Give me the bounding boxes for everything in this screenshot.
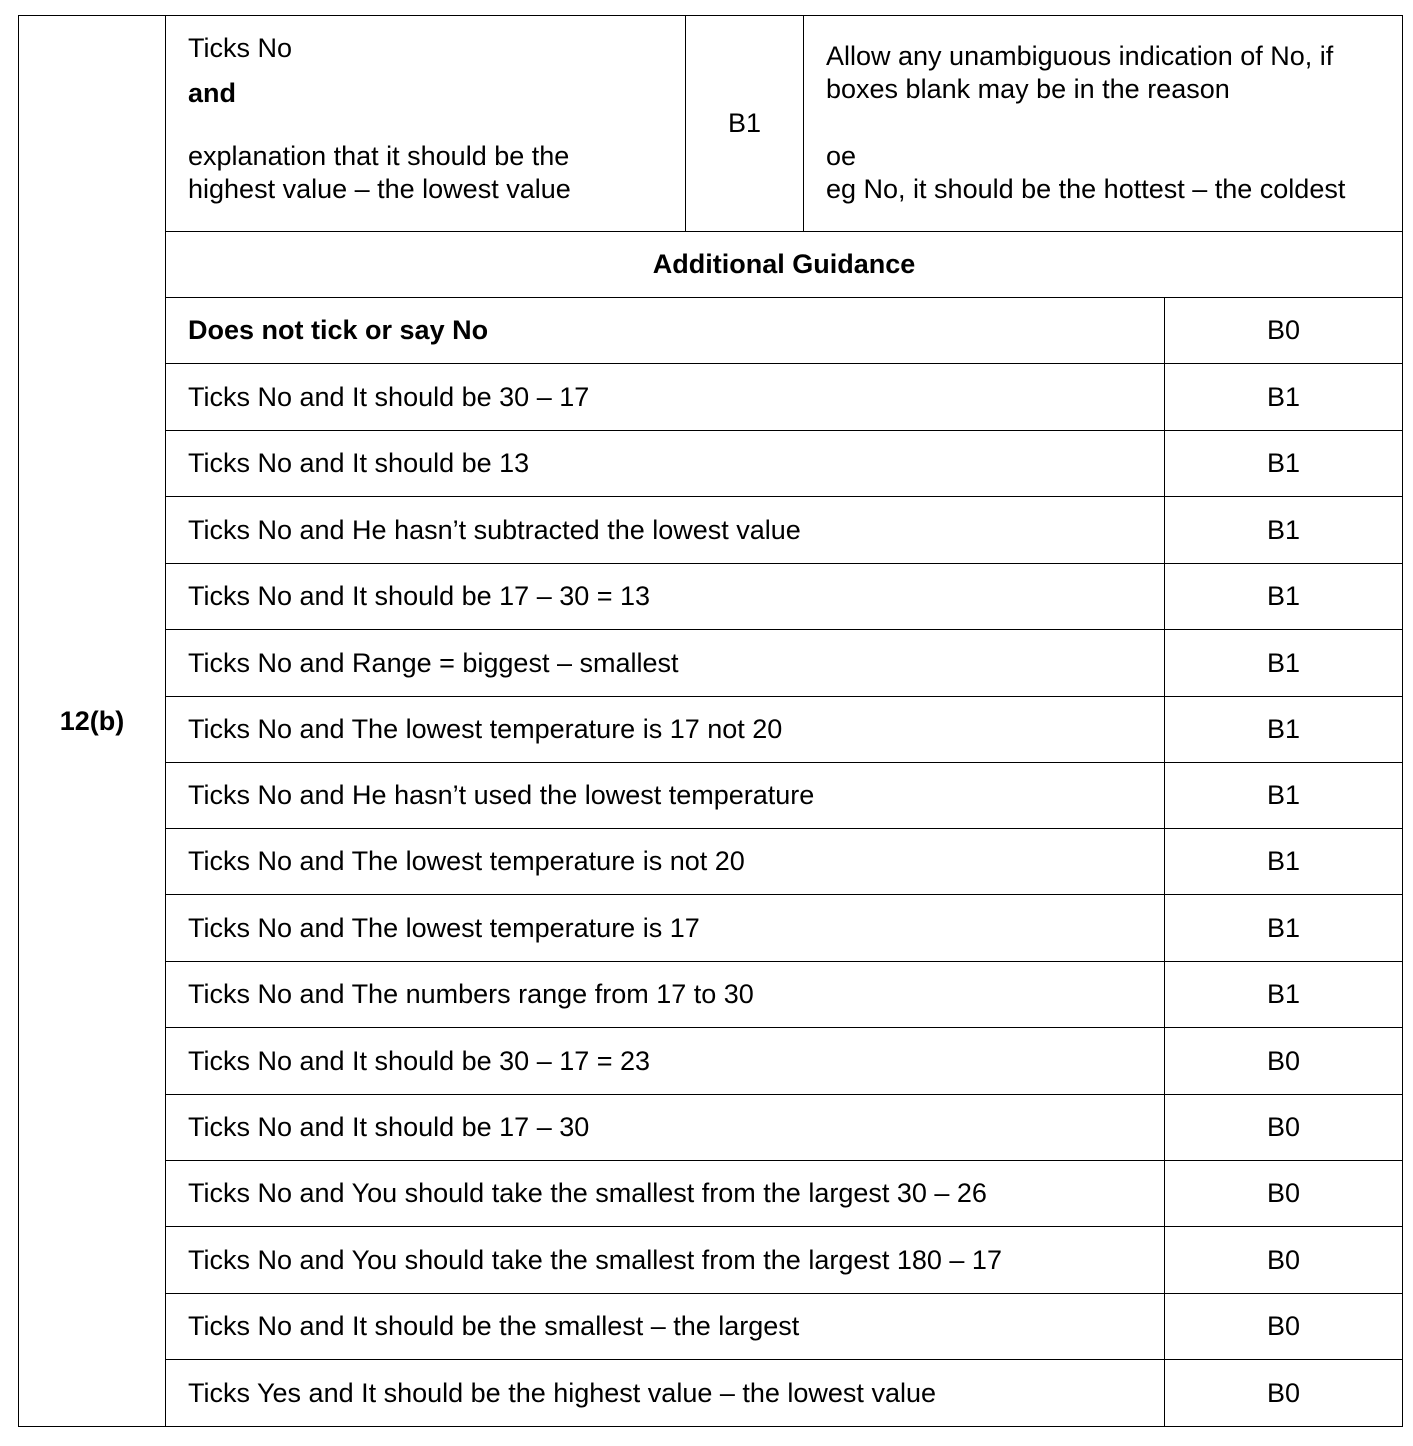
guidance-row: [19, 298, 1403, 364]
additional-guidance-header-row: [19, 232, 1403, 298]
guidance-row-mark: B1: [1165, 630, 1403, 697]
guidance-row-text: Ticks No and It should be the smallest – the largest: [166, 1294, 1165, 1360]
answer-line-2: explanation that it should be the: [188, 141, 570, 171]
guidance-row-mark: B1: [1165, 497, 1403, 564]
additional-guidance-title: Additional Guidance: [166, 232, 1403, 298]
guidance-row: [19, 364, 1403, 431]
guidance-row-text: Ticks No and Range = biggest – smallest: [166, 630, 1165, 697]
guidance-row-mark: B1: [1165, 962, 1403, 1028]
guidance-row-mark: B1: [1165, 895, 1403, 962]
answer-connector: and: [188, 78, 237, 108]
answer-line-3: highest value – the lowest value: [188, 174, 571, 204]
guidance-row-mark: B0: [1165, 1294, 1403, 1360]
guidance-row: [19, 1227, 1403, 1294]
guidance-row-text: Ticks No and It should be 17 – 30 = 13: [166, 564, 1165, 630]
guidance-row-text: Ticks No and It should be 30 – 17 = 23: [166, 1028, 1165, 1095]
guidance-row: [19, 1095, 1403, 1161]
guidance-row-text: Ticks No and You should take the smallest from the largest 180 – 17: [166, 1227, 1165, 1294]
guidance-row-text: Ticks No and He hasn’t used the lowest temperature: [166, 763, 1165, 829]
guidance-row-text: Ticks No and You should take the smallest from the largest 30 – 26: [166, 1161, 1165, 1227]
guidance-row-mark: B1: [1165, 564, 1403, 630]
mark-scheme-table: [18, 15, 1403, 1427]
guidance-row: [19, 697, 1403, 763]
guidance-row-text: Does not tick or say No: [166, 298, 1165, 364]
guidance-row: [19, 1294, 1403, 1360]
guidance-row-mark: B1: [1165, 431, 1403, 497]
guidance-row-mark: B1: [1165, 364, 1403, 431]
guidance-row: [19, 763, 1403, 829]
guidance-row-text: Ticks No and The lowest temperature is not 20: [166, 829, 1165, 895]
guidance-row: [19, 630, 1403, 697]
guidance-row: [19, 431, 1403, 497]
guidance-row-mark: B0: [1165, 1095, 1403, 1161]
guidance-row-text: Ticks No and The lowest temperature is 17 not 20: [166, 697, 1165, 763]
guidance-line-1: Allow any unambiguous indication of No, if: [826, 41, 1334, 71]
guidance-row-text: Ticks No and The lowest temperature is 17: [166, 895, 1165, 962]
guidance-oe: oe: [826, 141, 857, 171]
guidance-row-mark: B0: [1165, 1161, 1403, 1227]
guidance-row: [19, 497, 1403, 564]
answer-cell: [166, 16, 686, 232]
answer-line-1: Ticks No: [188, 33, 293, 63]
guidance-cell: [804, 16, 1403, 232]
mark-cell: B1: [686, 16, 804, 232]
guidance-row-text: Ticks No and The numbers range from 17 to 30: [166, 962, 1165, 1028]
guidance-row-text: Ticks No and He hasn’t subtracted the lowest value: [166, 497, 1165, 564]
guidance-row-mark: B0: [1165, 1227, 1403, 1294]
guidance-row-mark: B1: [1165, 829, 1403, 895]
guidance-row-mark: B0: [1165, 298, 1403, 364]
guidance-row-mark: B0: [1165, 1028, 1403, 1095]
guidance-row-text: Ticks No and It should be 30 – 17: [166, 364, 1165, 431]
guidance-line-2: boxes blank may be in the reason: [826, 74, 1230, 104]
main-answer-row: [19, 16, 1403, 232]
guidance-row-mark: B1: [1165, 697, 1403, 763]
guidance-example: eg No, it should be the hottest – the coldest: [826, 174, 1346, 204]
guidance-row: [19, 1360, 1403, 1427]
guidance-row: [19, 962, 1403, 1028]
guidance-row-mark: B0: [1165, 1360, 1403, 1427]
guidance-row: [19, 564, 1403, 630]
guidance-row-text: Ticks No and It should be 13: [166, 431, 1165, 497]
question-number: 12(b): [19, 16, 166, 1427]
guidance-row: [19, 829, 1403, 895]
guidance-row-text: Ticks No and It should be 17 – 30: [166, 1095, 1165, 1161]
guidance-row: [19, 1028, 1403, 1095]
guidance-row: [19, 895, 1403, 962]
guidance-row: [19, 1161, 1403, 1227]
guidance-row-mark: B1: [1165, 763, 1403, 829]
guidance-row-text: Ticks Yes and It should be the highest value – the lowest value: [166, 1360, 1165, 1427]
